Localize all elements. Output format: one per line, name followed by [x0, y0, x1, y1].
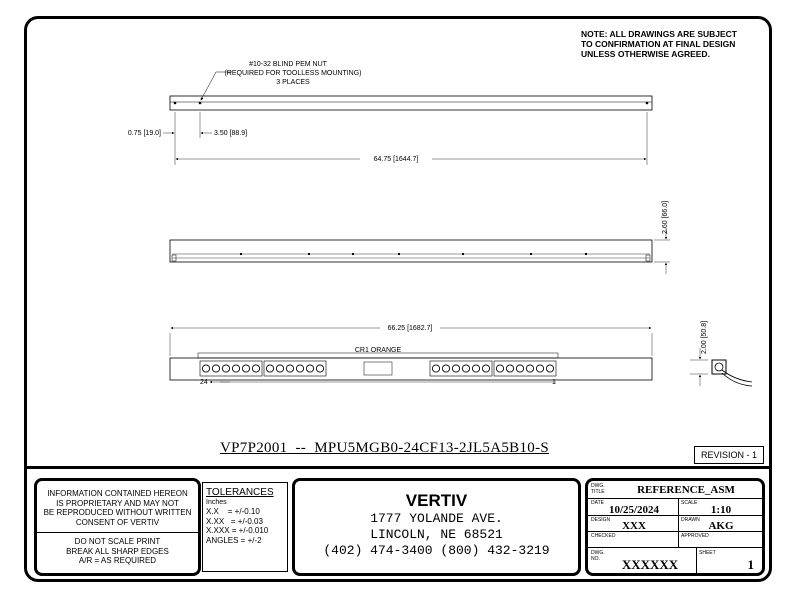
outlet-receptacle: [252, 365, 259, 372]
side-view: [170, 201, 670, 274]
circuit-label: CR1 ORANGE: [354, 347, 402, 354]
company-phone: (402) 474-3400 (800) 432-3219: [323, 543, 550, 558]
dwg-title-label: DWG. TITLE: [591, 483, 605, 495]
pem-nut-left: [174, 102, 177, 105]
sheet-label: SHEET: [699, 550, 716, 556]
outlet-first-label: 24: [200, 379, 208, 386]
dwg-no-value: XXXXXX: [621, 557, 679, 572]
outlet-receptacle: [432, 365, 439, 372]
date-label: DATE: [591, 500, 604, 506]
outlet-receptacle: [306, 365, 313, 372]
outlet-last-label: 1: [552, 379, 556, 386]
outlet-receptacle: [452, 365, 459, 372]
proprietary-notice-box: [34, 478, 201, 576]
proprietary-notice: INFORMATION CONTAINED HEREON IS PROPRIETARY AND MAY NOT BE REPRODUCED WITHOUT WRITTEN CONSENT OF VERTIV: [43, 489, 192, 527]
outlet-receptacle: [536, 365, 543, 372]
date-value: 10/25/2024: [608, 504, 660, 516]
outlet-receptacle: [546, 365, 553, 372]
outlet-receptacle: [276, 365, 283, 372]
outlet-receptacle: [242, 365, 249, 372]
outlet-receptacle: [496, 365, 503, 372]
dwg-no-label: DWG. NO.: [591, 550, 605, 562]
outlet-receptacle: [516, 365, 523, 372]
outlet-receptacle: [506, 365, 513, 372]
drawn-label: DRAWN: [681, 517, 700, 523]
revision-box: REVISION - 1: [694, 446, 764, 464]
dwg-title: REFERENCE_ASM: [637, 484, 735, 496]
dim-height: 2.60 [66.0]: [662, 200, 669, 234]
design-value: XXX: [622, 520, 646, 532]
outlet-receptacle: [296, 365, 303, 372]
checked-label: CHECKED: [591, 533, 616, 539]
company-street: 1777 YOLANDE AVE.: [370, 511, 503, 526]
design-label: DESIGN: [591, 517, 611, 523]
dim-overall-length: 66.25 [1682.7]: [387, 325, 433, 332]
outlet-receptacle: [462, 365, 469, 372]
drawn-value: AKG: [708, 520, 734, 532]
outlet-receptacle: [232, 365, 239, 372]
callout-line1: #10-32 BLIND PEM NUT: [249, 61, 327, 68]
outlet-receptacle: [212, 365, 219, 372]
callout-line3: 3 PLACES: [276, 79, 310, 86]
dim-left-offset: 0.75 [19.0]: [127, 130, 161, 137]
scale-value: 1:10: [710, 504, 732, 516]
outlet-receptacle: [442, 365, 449, 372]
tolerances-rows: X.X = +/-0.10 X.XX = +/-0.03 X.XXX = +/-0.010 ANGLES = +/-2: [206, 507, 269, 545]
outlet-receptacle: [316, 365, 323, 372]
sheet-value: 1: [747, 557, 754, 572]
approved-label: APPROVED: [681, 533, 709, 539]
callout-line2: (REQUIRED FOR TOOLLESS MOUNTING): [224, 70, 362, 77]
outlet-bank: [200, 361, 556, 376]
top-view: [128, 61, 652, 165]
company-address-box: [292, 478, 581, 576]
design-note: NOTE: ALL DRAWINGS ARE SUBJECT TO CONFIRMATION AT FINAL DESIGN UNLESS OTHERWISE AGREED.: [581, 29, 737, 59]
tolerances-heading: TOLERANCES: [206, 487, 274, 498]
model-title: VP7P2001 -- MPU5MGB0-24CF13-2JL5A5B10-S: [220, 440, 550, 456]
outlet-receptacle: [286, 365, 293, 372]
dim-hole-spacing: 3.50 [88.9]: [214, 130, 248, 137]
dim-mount-length: 64.75 [1644.7]: [373, 156, 419, 163]
tolerances-units: Inches: [206, 499, 227, 506]
tolerances-box: [202, 482, 288, 572]
outlet-receptacle: [482, 365, 489, 372]
scale-label: SCALE: [681, 500, 698, 506]
dim-depth: 2.00 [50.8]: [701, 320, 708, 354]
company-city: LINCOLN, NE 68521: [370, 527, 503, 542]
pem-nut-second: [199, 102, 202, 105]
pem-nut-right: [646, 102, 649, 105]
outlet-receptacle: [202, 365, 209, 372]
shop-notes: DO NOT SCALE PRINT BREAK ALL SHARP EDGES A/R = AS REQUIRED: [66, 537, 169, 565]
outlet-receptacle: [472, 365, 479, 372]
outlet-receptacle: [222, 365, 229, 372]
outlet-receptacle: [266, 365, 273, 372]
front-view: [170, 321, 752, 386]
company-name: VERTIV: [405, 491, 468, 510]
outlet-receptacle: [526, 365, 533, 372]
title-block: [585, 478, 765, 576]
